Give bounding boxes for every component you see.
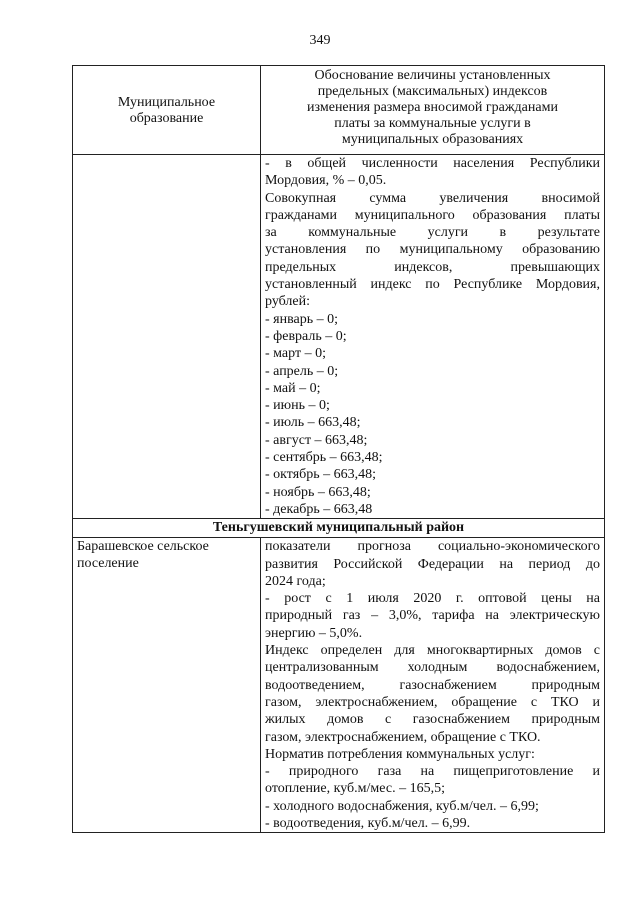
text-line: - холодного водоснабжения, куб.м/чел. – 6,99; [265, 798, 539, 814]
header-municipality [73, 66, 261, 155]
text-line: водоотведением, газоснабжением природным [265, 677, 600, 693]
text-line: отопление, куб.м/мес. – 165,5; [265, 781, 445, 797]
month-item: - октябрь – 663,48; [265, 467, 377, 483]
text-line: развития Российской Федерации на период до [265, 556, 600, 572]
text-line: Мордовия, % – 0,05. [265, 173, 387, 189]
text-line: Совокупная сумма увеличения вносимой [265, 190, 600, 206]
page-number: 349 [309, 33, 331, 48]
text-line: 2024 года; [265, 573, 326, 589]
text-line: газом, электроснабжением, обращение с ТКО. [265, 729, 541, 745]
table-header-row [73, 66, 605, 155]
text-line: установления по муниципальному образованию [265, 242, 600, 258]
district-title: Теньгушевский муниципальный район [73, 519, 605, 538]
text-line: показатели прогноза социально-экономического [265, 539, 600, 555]
text-line: предельных индексов, превышающих [265, 259, 600, 275]
text-line: Индекс определен для многоквартирных домов с [265, 643, 600, 659]
header-justification [261, 66, 605, 155]
text-line: Норматив потребления коммунальных услуг: [265, 746, 535, 762]
text-line: установленный индекс по Республике Мордовия, [265, 277, 600, 293]
municipality-name: Барашевское сельское поселение [77, 539, 209, 572]
month-item: - январь – 0; [265, 311, 339, 327]
justification-cell [261, 538, 605, 833]
text-line: энергию – 5,0%. [265, 625, 363, 641]
month-item: - ноябрь – 663,48; [265, 484, 371, 500]
table-row [73, 155, 605, 519]
text-line: гражданами муниципального образования платы [265, 207, 600, 223]
month-item: - апрель – 0; [265, 363, 339, 379]
month-item: - июнь – 0; [265, 398, 330, 414]
text-line: - природного газа на пищеприготовление и [265, 764, 600, 780]
month-item: - июль – 663,48; [265, 415, 361, 431]
text-line: природный газ – 3,0%, тарифа на электрическую [265, 608, 600, 624]
month-item: - декабрь – 663,48 [265, 501, 373, 517]
text-line: рублей: [265, 294, 310, 310]
month-item: - май – 0; [265, 380, 321, 396]
municipality-cell-empty [73, 155, 261, 519]
month-item: - март – 0; [265, 346, 326, 362]
text-line: жилых домов с газоснабжением природным [265, 712, 600, 728]
month-item: - сентябрь – 663,48; [265, 450, 383, 466]
text-line: централизованным холодным водоснабжением, [265, 660, 600, 676]
text-line: - в общей численности населения Республики [265, 156, 600, 171]
header-municipality-label: Муниципальное образование [117, 95, 216, 126]
text-line: - рост с 1 июля 2020 г. оптовой цены на [265, 591, 600, 607]
table-row [73, 538, 605, 833]
text-line: - водоотведения, куб.м/чел. – 6,99. [265, 815, 471, 831]
header-justification-label: Обоснование величины установленных предельных (максимальных) индексов изменения размера вносимой гражданами платы за коммунальные услуги в муниципальных образованиях [307, 68, 558, 147]
month-item: - февраль – 0; [265, 328, 347, 344]
district-row [73, 519, 605, 538]
text-line: за коммунальные услуги в результате [265, 225, 600, 241]
municipal-index-table [72, 65, 605, 833]
municipality-cell [73, 538, 261, 833]
month-item: - август – 663,48; [265, 432, 368, 448]
justification-cell [261, 155, 605, 519]
text-line: газом, электроснабжением, обращение с ТКО и [265, 694, 600, 710]
